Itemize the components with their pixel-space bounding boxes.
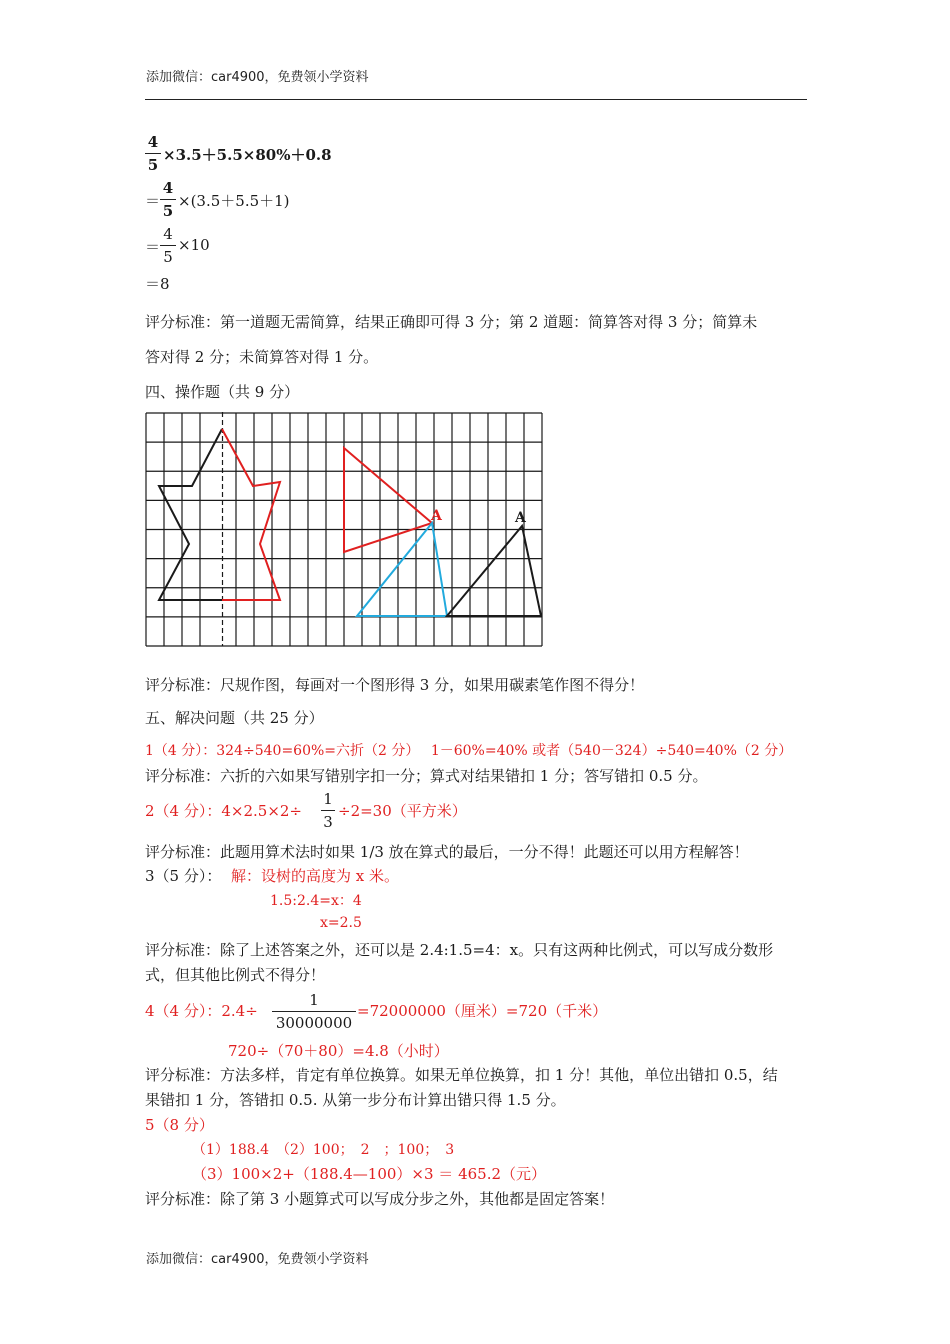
fraction-4-5-bold-2 (160, 178, 176, 221)
answer-q5-line1: （1）188.4 （2）100； 2 ；100； 3 (192, 1142, 455, 1158)
fraction-1-3 (321, 789, 335, 832)
grading-text: 评分标准：方法多样，肯定有单位换算。如果无单位换算，扣 1 分！其他，单位出错扣 0.5，结 (145, 1066, 778, 1084)
math-line-2: ×(3.5＋5.5＋1) (178, 192, 290, 210)
grading-text: 评分标准：第一道题无需简算，结果正确即可得 3 分；第 2 道题：简算答对得 3 分；简算未 (145, 313, 758, 331)
fraction-denominator: 3 (323, 813, 333, 831)
equals-sign: ＝ (145, 192, 161, 210)
fraction-numerator: 4 (163, 225, 173, 243)
black-triangle (447, 526, 541, 616)
fraction-bar (321, 810, 335, 811)
grading-text: 评分标准：此题用算术法时如果 1/3 放在算式的最后，一分不得！此题还可以用方程解答！ (145, 843, 749, 861)
fraction-denominator: 5 (162, 202, 174, 220)
math-line-3: ×10 (178, 236, 210, 254)
fraction-bar (160, 245, 176, 246)
fraction-1-30000000 (272, 990, 356, 1033)
answer-q3-label: 3（5 分）： (145, 867, 222, 885)
fraction-denominator: 5 (147, 156, 159, 174)
fraction-bar (272, 1011, 356, 1012)
header-rule (145, 99, 807, 100)
math-line-4: ＝8 (145, 275, 170, 293)
label-a-red: A (431, 508, 442, 524)
answer-q1: 1（4 分）：324÷540=60%=六折（2 分） 1－60%=40% 或者（540－324）÷540=40%（2 分） (145, 743, 793, 759)
fraction-numerator: 1 (323, 790, 333, 808)
fraction-denominator: 30000000 (275, 1014, 353, 1032)
grading-text: 评分标准：除了第 3 小题算式可以写成分步之外，其他都是固定答案！ (145, 1190, 615, 1208)
fraction-numerator: 4 (147, 133, 159, 151)
answer-q3-line2: 1.5:2.4=x：4 (270, 893, 362, 909)
answer-q5-title: 5（8 分） (145, 1116, 214, 1134)
fraction-4-5 (160, 224, 176, 267)
fraction-bar (145, 153, 161, 154)
grading-text: 答对得 2 分；未简算答对得 1 分。 (145, 348, 379, 366)
fraction-numerator: 1 (309, 991, 319, 1009)
black-star-half (159, 429, 222, 600)
fraction-denominator: 5 (163, 248, 173, 266)
footer-text: 添加微信：car4900，免费领小学资料 (146, 1252, 369, 1267)
fraction-numerator: 4 (162, 179, 174, 197)
red-star-half (222, 429, 280, 600)
header-text: 添加微信：car4900，免费领小学资料 (146, 70, 369, 85)
fraction-4-5-bold (145, 132, 161, 175)
answer-q3-red: 解：设树的高度为 x 米。 (231, 867, 399, 885)
label-a-black: A (515, 510, 526, 526)
answer-q4-pre: 4（4 分）：2.4÷ (145, 1002, 258, 1020)
answer-q3-line3: x=2.5 (320, 915, 362, 931)
answer-q2-pre: 2（4 分）：4×2.5×2÷ (145, 802, 303, 820)
section-title: 四、操作题（共 9 分） (145, 383, 300, 401)
math-line-1: ×3.5＋5.5×80%＋0.8 (163, 146, 332, 164)
grid-figure (145, 412, 545, 652)
answer-q4-post: =72000000（厘米）=720（千米） (357, 1002, 608, 1020)
answer-q2-post: ÷2=30（平方米） (338, 802, 467, 820)
answer-q4-line2: 720÷（70＋80）=4.8（小时） (228, 1042, 449, 1060)
grading-text: 评分标准：除了上述答案之外，还可以是 2.4:1.5=4：x。只有这两种比例式，可以写成分数形 (145, 941, 774, 959)
grading-text: 式，但其他比例式不得分！ (145, 966, 326, 984)
fraction-bar (160, 199, 176, 200)
grading-text: 果错扣 1 分，答错扣 0.5. 从第一步分布计算出错只得 1.5 分。 (145, 1091, 566, 1109)
section-title: 五、解决问题（共 25 分） (145, 709, 324, 727)
grading-text: 评分标准：尺规作图，每画对一个图形得 3 分，如果用碳素笔作图不得分！ (145, 676, 645, 694)
equals-sign: ＝ (145, 238, 161, 256)
answer-q5-line2: （3）100×2+（188.4—100）×3 ＝ 465.2（元） (192, 1165, 547, 1183)
grading-text: 评分标准：六折的六如果写错别字扣一分；算式对结果错扣 1 分；答写错扣 0.5 分。 (145, 767, 708, 785)
